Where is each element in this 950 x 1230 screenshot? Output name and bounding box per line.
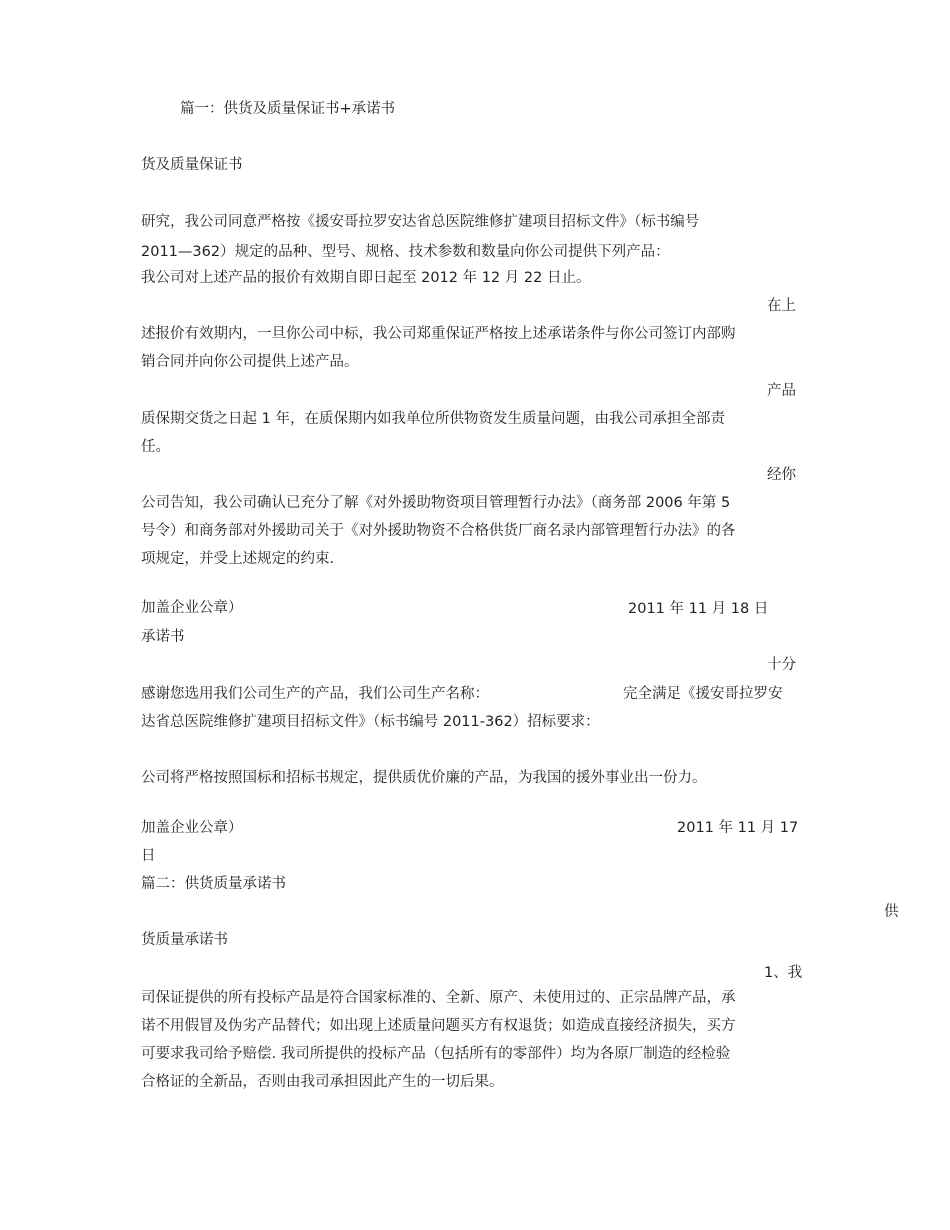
section3-title: 货质量承诺书 <box>141 932 228 948</box>
s2-p1-line2: 达省总医院维修扩建项目招标文件》（标书编号 2011-362）招标要求： <box>141 714 600 730</box>
s1-seal-note: 加盖企业公章） <box>141 600 243 616</box>
s1-p1-line1: 研究，我公司同意严格按《援安哥拉罗安达省总医院维修扩建项目招标文件》（标书编号 <box>141 214 700 230</box>
s1-p4-line1: 质保期交货之日起 1 年，在质保期内如我单位所供物资发生质量问题，由我公司承担全部责 <box>141 411 725 427</box>
s2-p2: 公司将严格按照国标和招标书规定，提供质优价廉的产品，为我国的援外事业出一份力。 <box>141 770 707 786</box>
s2-seal-note: 加盖企业公章） <box>141 820 243 836</box>
s1-p5-line3: 项规定，并受上述规定的约束. <box>141 551 335 567</box>
s1-p4-lead: 产品 <box>767 383 796 399</box>
s3-p1-line2: 诺不用假冒及伪劣产品替代；如出现上述质量问题买方有权退货；如造成直接经济损失，买方 <box>141 1018 736 1034</box>
s3-lead-char: 供 <box>884 904 899 920</box>
s1-p3-lead: 在上 <box>767 298 796 314</box>
heading-part-two: 篇二：供货质量承诺书 <box>141 876 286 892</box>
s1-p3-line1: 述报价有效期内，一旦你公司中标，我公司郑重保证严格按上述承诺条件与你公司签订内部购 <box>141 326 736 342</box>
section1-title: 货及质量保证书 <box>141 157 243 173</box>
s3-p1-line4: 合格证的全新品，否则由我司承担因此产生的一切后果。 <box>141 1074 504 1090</box>
s1-p4-line2: 任。 <box>141 439 170 455</box>
s3-p1-line3: 可要求我司给予赔偿. 我司所提供的投标产品（包括所有的零部件）均为各原厂制造的经检验 <box>141 1046 731 1062</box>
s2-date: 2011 年 11 月 17 <box>677 820 799 836</box>
s2-p1-line1b: 完全满足《援安哥拉罗安 <box>623 686 783 702</box>
s1-date: 2011 年 11 月 18 日 <box>628 601 769 617</box>
s3-p1-line1: 司保证提供的所有投标产品是符合国家标准的、全新、原产、未使用过的、正宗品牌产品，承 <box>141 990 736 1006</box>
s1-p5-line2: 号令）和商务部对外援助司关于《对外援助物资不合格供货厂商名录内部管理暂行办法》的各 <box>141 523 736 539</box>
s2-date-day: 日 <box>141 848 156 864</box>
s2-p1-lead: 十分 <box>767 657 796 673</box>
section2-title: 承诺书 <box>141 629 185 645</box>
s1-p5-lead: 经你 <box>767 467 796 483</box>
s1-p1-line2: 2011—362）规定的品种、型号、规格、技术参数和数量向你公司提供下列产品： <box>141 244 670 260</box>
s3-p1-lead: 1、我 <box>764 965 803 981</box>
heading-part-one: 篇一：供货及质量保证书+承诺书 <box>180 101 396 117</box>
s1-p5-line1: 公司告知，我公司确认已充分了解《对外援助物资项目管理暂行办法》（商务部 2006 年第 5 <box>141 495 731 511</box>
s1-p3-line2: 销合同并向你公司提供上述产品。 <box>141 354 359 370</box>
s1-p2: 我公司对上述产品的报价有效期自即日起至 2012 年 12 月 22 日止。 <box>141 270 591 286</box>
s2-p1-line1a: 感谢您选用我们公司生产的产品，我们公司生产名称： <box>141 686 489 702</box>
